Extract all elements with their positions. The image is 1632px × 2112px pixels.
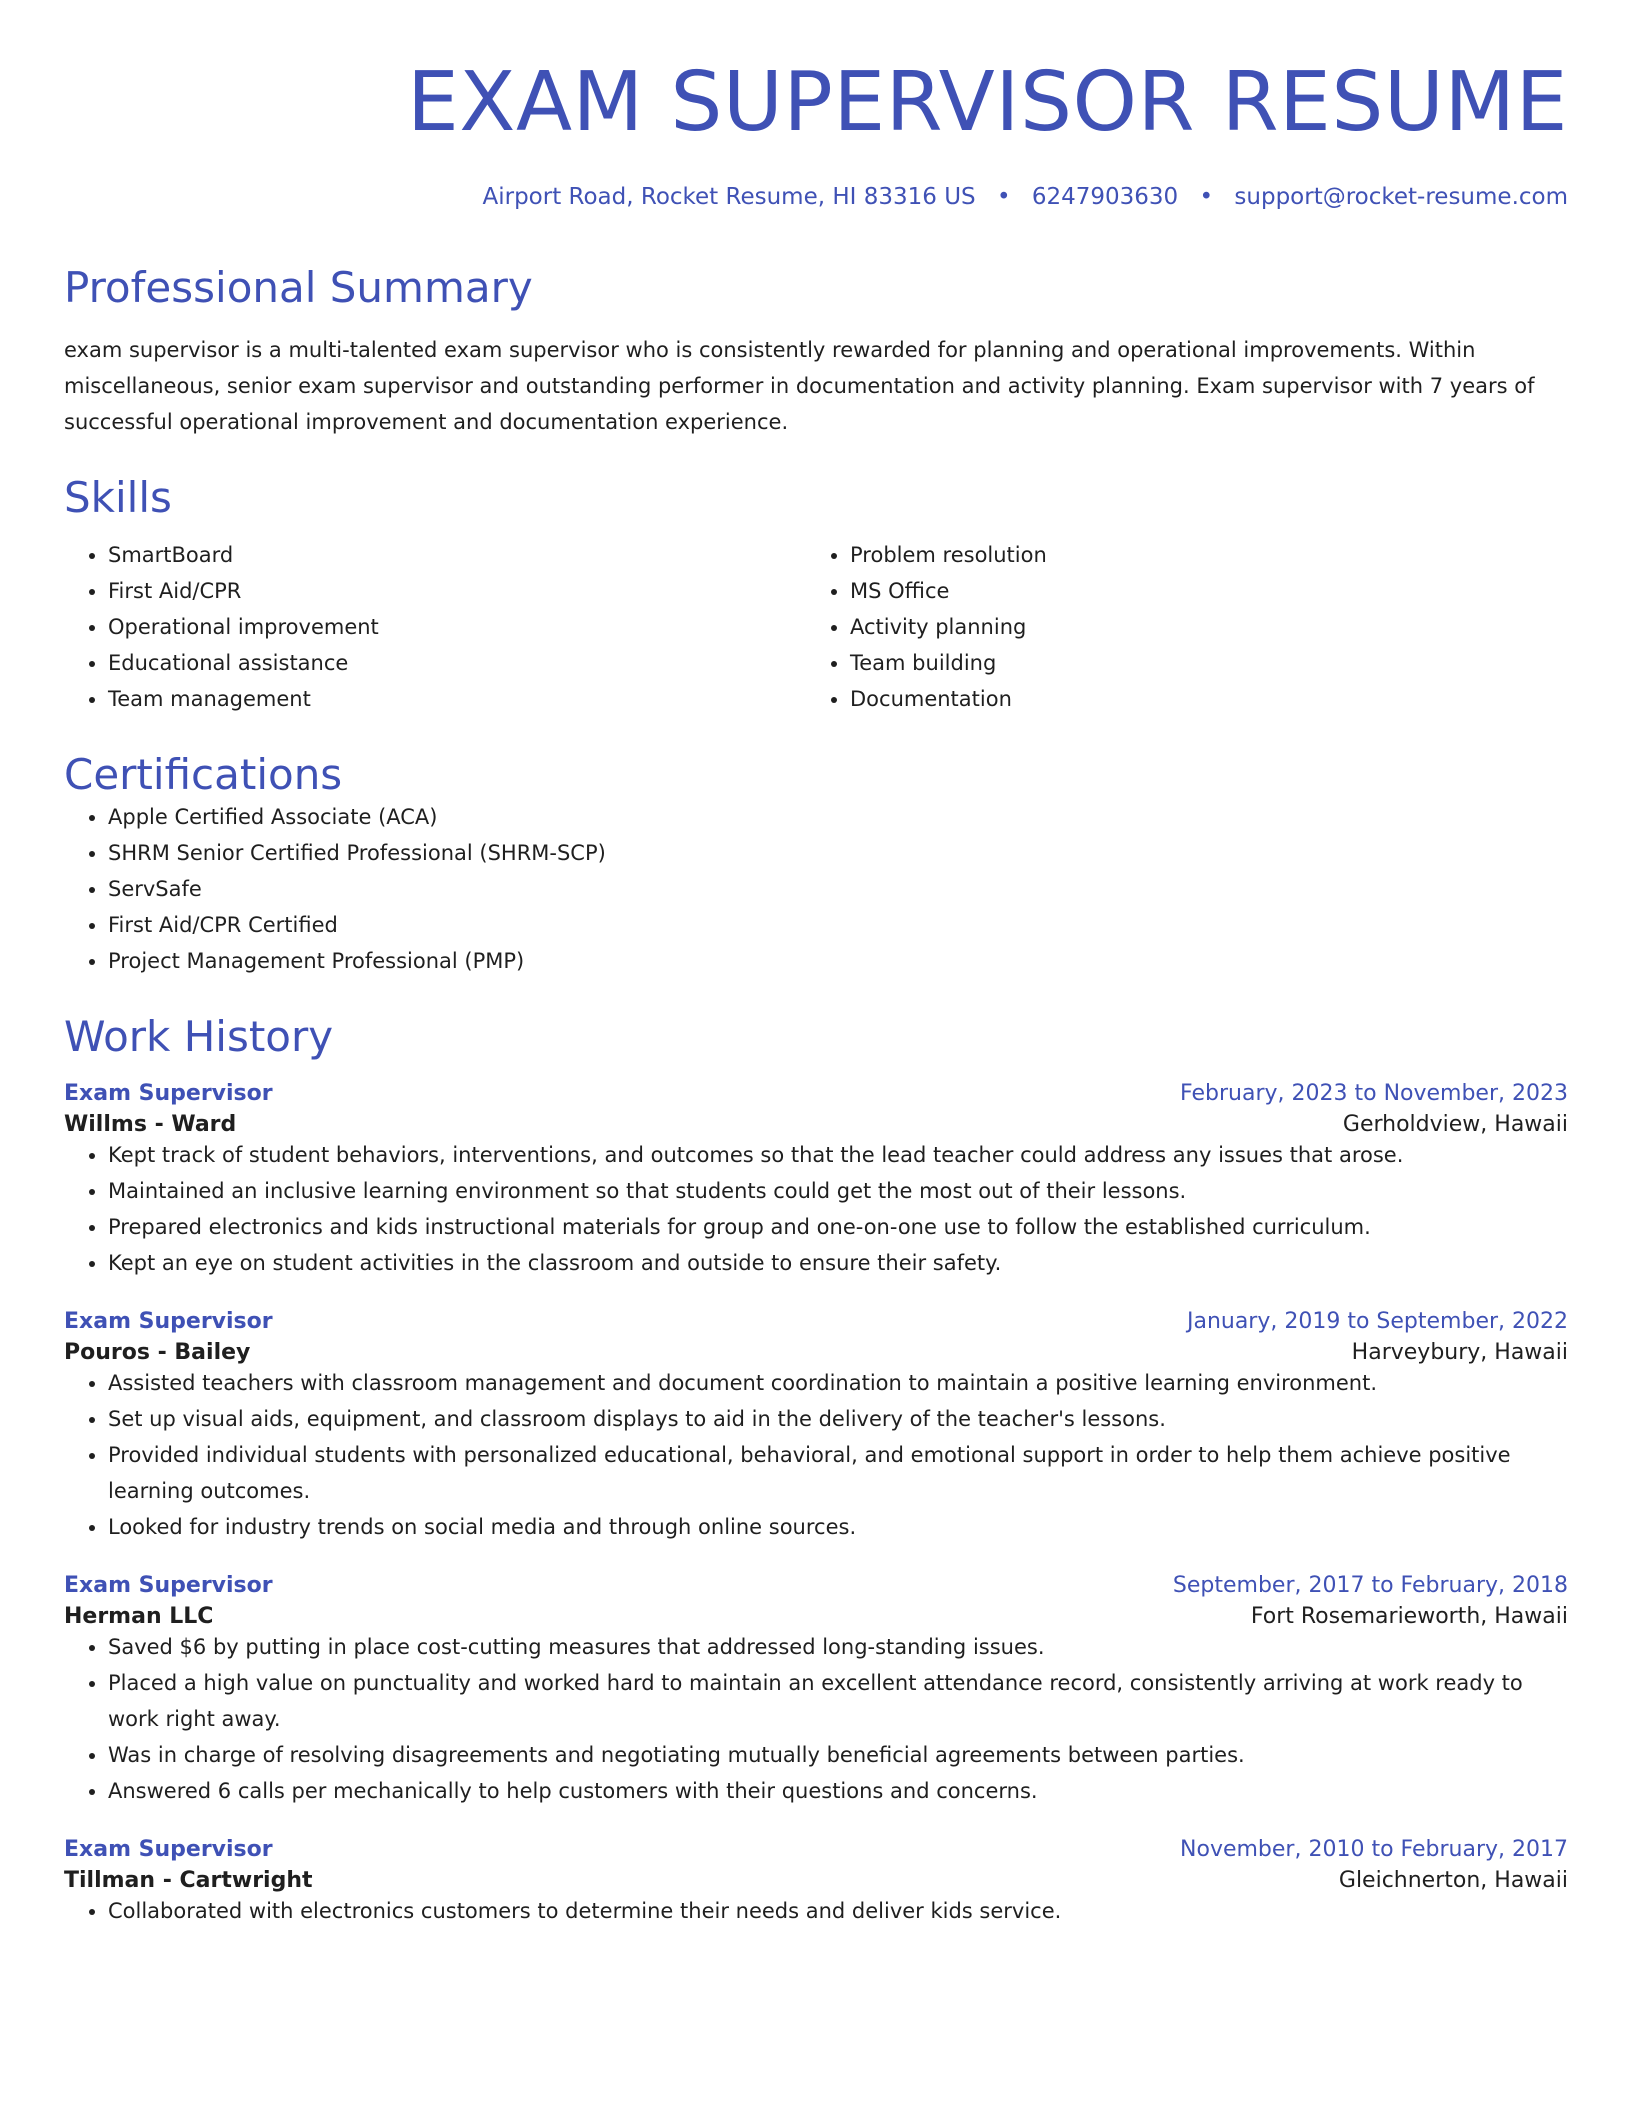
job-duty: • Set up visual aids, equipment, and classroom displays to aid in the delivery of the teacher's lessons. [108,1401,1568,1437]
certifications-section [64,751,1568,979]
job-title: Exam Supervisor [64,1081,273,1107]
job-company-row [64,1106,1568,1137]
job-duty: • Placed a high value on punctuality and worked hard to maintain an excellent attendance record, consistently arriving at work ready to work right away. [108,1665,1568,1737]
job-entry [64,1573,1568,1809]
certification-item: • First Aid/CPR Certified [108,907,1568,943]
skills-grid [64,537,1568,717]
job-duty: • Answered 6 calls per mechanically to help customers with their questions and concerns. [108,1773,1568,1809]
job-duties-list [64,1137,1568,1281]
work-history-heading: Work History [64,1011,334,1061]
work-history-section [64,1013,1568,1929]
job-company: Pouros - Bailey [64,1340,251,1366]
job-dates: January, 2019 to September, 2022 [1186,1309,1568,1335]
job-header-row [64,1573,1568,1598]
job-title: Exam Supervisor [64,1309,273,1335]
job-duty: • Provided individual students with personalized educational, behavioral, and emotional support in order to help them achieve positive learning outcomes. [108,1437,1568,1509]
contact-phone: 6247903630 [1031,184,1179,210]
summary-section [64,264,1568,440]
job-duties-list [64,1629,1568,1809]
job-header-row [64,1837,1568,1862]
job-duty: • Looked for industry trends on social media and through online sources. [108,1509,1568,1545]
job-dates: September, 2017 to February, 2018 [1172,1573,1568,1599]
job-company: Herman LLC [64,1604,214,1630]
job-company: Willms - Ward [64,1112,237,1138]
skill-item: • MS Office [850,573,1548,609]
skill-item: • Documentation [850,681,1548,717]
skills-section [64,474,1568,716]
skills-heading: Skills [64,473,172,523]
job-location: Gleichnerton, Hawaii [1338,1868,1568,1894]
summary-text: exam supervisor is a multi-talented exam supervisor who is consistently rewarded for planning and operational improvements. Within miscellaneous, senior exam supervisor and outstanding performer in documentation and activity planning. Exam supervisor with 7 years of successful operational improvement and documentation experience. [64,338,1535,435]
job-duty: • Kept track of student behaviors, interventions, and outcomes so that the lead teacher could address any issues that arose. [108,1137,1568,1173]
certifications-list [64,799,1568,979]
job-company: Tillman - Cartwright [64,1868,313,1894]
job-dates: February, 2023 to November, 2023 [1180,1081,1568,1107]
job-duties-list [64,1365,1568,1545]
contact-line [64,184,1568,210]
job-entry [64,1309,1568,1545]
job-duty: • Saved $6 by putting in place cost-cutting measures that addressed long-standing issues. [108,1629,1568,1665]
skills-list-right [806,537,1548,717]
skills-column-left [64,537,806,717]
skill-item: • First Aid/CPR [108,573,806,609]
job-duty: • Prepared electronics and kids instructional materials for group and one-on-one use to follow the established curriculum. [108,1209,1568,1245]
skill-item: • Problem resolution [850,537,1548,573]
certification-item: • SHRM Senior Certified Professional (SHRM-SCP) [108,835,1568,871]
skill-item: • Team building [850,645,1548,681]
job-header-row [64,1081,1568,1106]
resume-title: EXAM SUPERVISOR RESUME [406,55,1568,150]
job-duty: • Collaborated with electronics customers to determine their needs and deliver kids service. [108,1893,1568,1929]
job-company-row [64,1862,1568,1893]
job-dates: November, 2010 to February, 2017 [1180,1837,1568,1863]
resume-header [64,55,1568,210]
job-location: Harveybury, Hawaii [1351,1340,1568,1366]
skills-column-right [806,537,1548,717]
contact-address: Airport Road, Rocket Resume, HI 83316 US [482,184,976,210]
job-duty: • Kept an eye on student activities in the classroom and outside to ensure their safety. [108,1245,1568,1281]
job-company-row [64,1334,1568,1365]
skill-item: • Team management [108,681,806,717]
contact-email: support@rocket-resume.com [1234,184,1568,210]
skill-item: • Activity planning [850,609,1548,645]
certification-item: • Project Management Professional (PMP) [108,943,1568,979]
certification-item: • Apple Certified Associate (ACA) [108,799,1568,835]
job-entry [64,1837,1568,1929]
skill-item: • SmartBoard [108,537,806,573]
certifications-heading: Certifications [64,749,343,799]
job-title: Exam Supervisor [64,1573,273,1599]
contact-separator: • [1199,184,1214,210]
job-location: Gerholdview, Hawaii [1342,1112,1568,1138]
job-entry [64,1081,1568,1281]
job-duty: • Maintained an inclusive learning environment so that students could get the most out of their lessons. [108,1173,1568,1209]
job-company-row [64,1598,1568,1629]
job-duty: • Was in charge of resolving disagreements and negotiating mutually beneficial agreements between parties. [108,1737,1568,1773]
skill-item: • Educational assistance [108,645,806,681]
certification-item: • ServSafe [108,871,1568,907]
job-location: Fort Rosemarieworth, Hawaii [1250,1604,1568,1630]
job-title: Exam Supervisor [64,1837,273,1863]
job-header-row [64,1309,1568,1334]
summary-heading: Professional Summary [64,263,533,312]
skill-item: • Operational improvement [108,609,806,645]
job-duty: • Assisted teachers with classroom management and document coordination to maintain a positive learning environment. [108,1365,1568,1401]
contact-separator: • [996,184,1011,210]
job-duties-list [64,1893,1568,1929]
skills-list-left [64,537,806,717]
